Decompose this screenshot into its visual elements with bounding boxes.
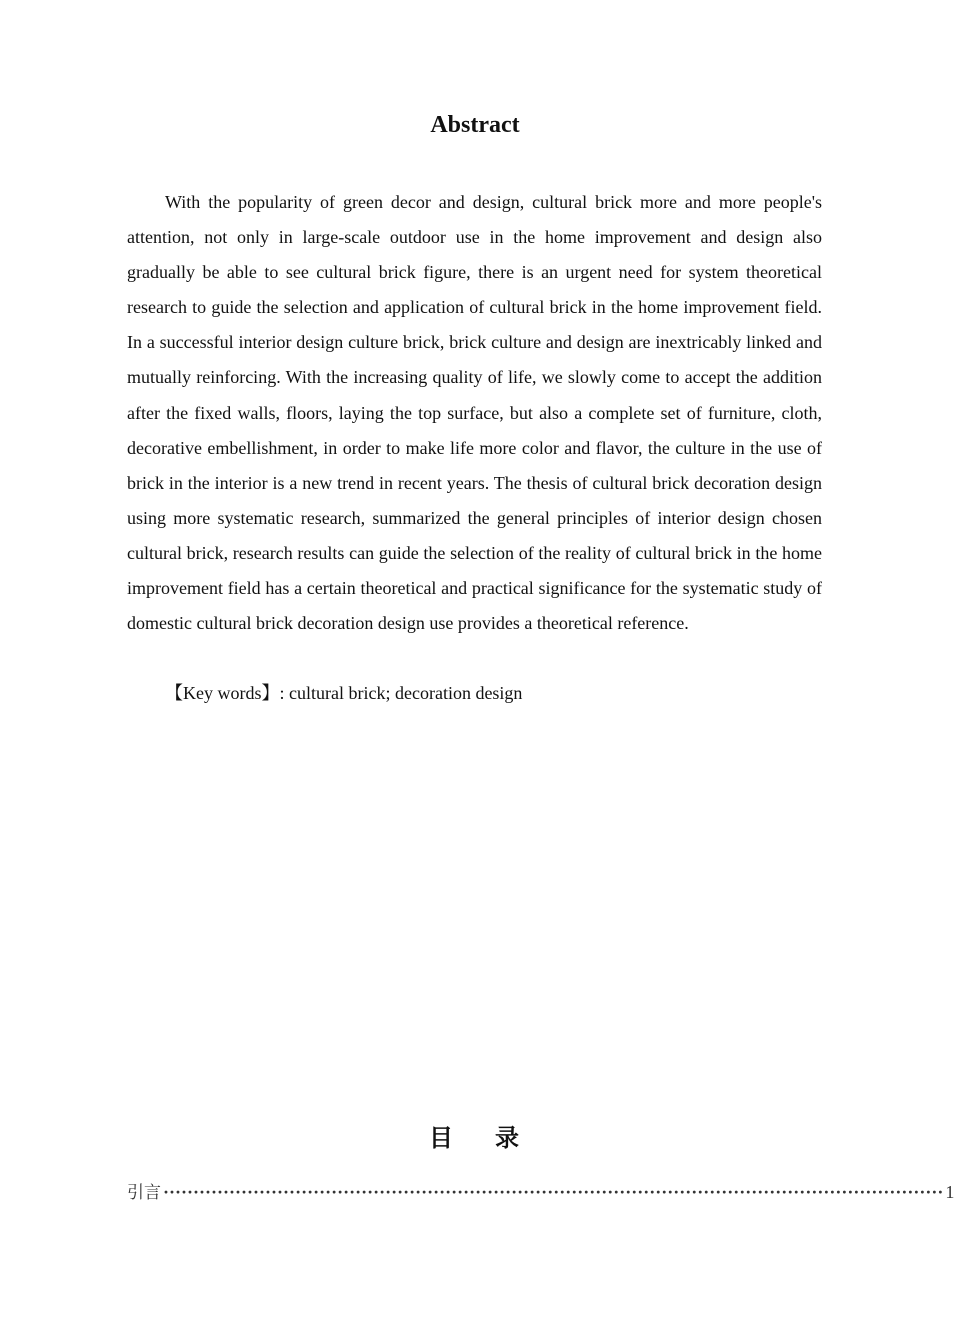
abstract-title: Abstract — [430, 112, 520, 138]
toc-entry-label: 引言 — [127, 1183, 161, 1203]
toc-entry-page-number: 1 — [945, 1182, 954, 1202]
keywords-line — [165, 676, 522, 711]
toc-title — [0, 1118, 950, 1153]
toc-title-char-1: 目 — [429, 1124, 455, 1152]
toc-entry-introduction[interactable] — [127, 1178, 954, 1203]
keywords-separator: : — [279, 683, 290, 703]
toc-title-char-2: 录 — [495, 1124, 521, 1152]
toc-leader-dots: ·································································································································· — [163, 1182, 944, 1202]
abstract-body: With the popularity of green decor and design, cultural brick more and more people's attention, not only in large-scale outdoor use in the home improvement and design also gradually be able to see cultural brick figure, there is an urgent need for system theoretical research to guide the selection and application of cultural brick in the home improvement field. In a successful interior design culture brick, brick culture and design are inextricably linked and mutually reinforcing. With the increasing quality of life, we slowly come to accept the addition after the fixed walls, floors, laying the top surface, but also a complete set of furniture, cloth, decorative embellishment, in order to make life more color and flavor, the culture in the use of brick in the interior is a new trend in recent years. The thesis of cultural brick decoration design using more systematic research, summarized the general principles of interior design chosen cultural brick, research results can guide the selection of the reality of cultural brick in the home improvement field has a certain theoretical and practical significance for the systematic study of domestic cultural brick decoration design use provides a theoretical reference. — [127, 192, 822, 634]
keywords-value: cultural brick; decoration design — [289, 683, 523, 703]
keywords-label: 【Key words】 — [165, 683, 280, 703]
